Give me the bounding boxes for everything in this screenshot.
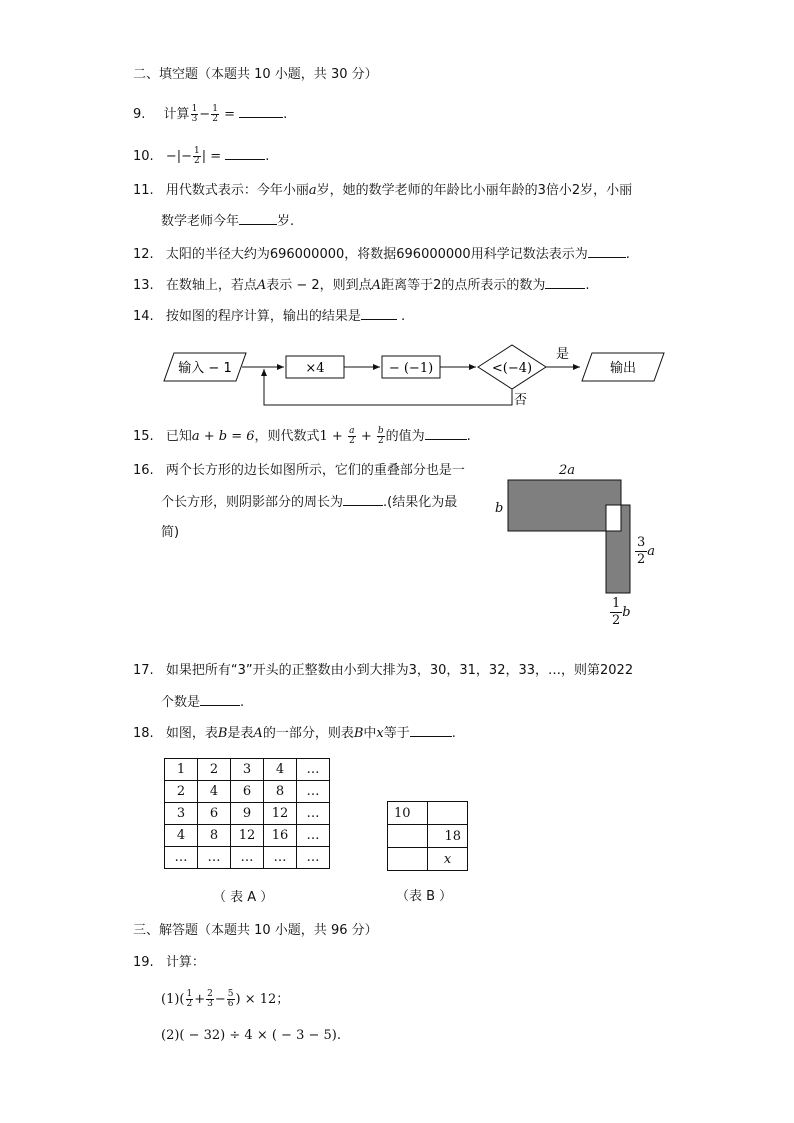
q16-number: 16. (133, 463, 154, 478)
q16-text-2a: 个长方形，则阴影部分的周长为 (161, 495, 344, 510)
table-row: 10 (388, 802, 468, 825)
q18-end: . (451, 726, 456, 741)
q13-answer-blank[interactable] (545, 276, 585, 289)
q16-text-2b: .(结果化为最 (383, 495, 458, 510)
flow-input-label: 输入 − 1 (178, 361, 232, 376)
question-17-line-1 (133, 662, 633, 680)
table-a-caption: （ 表 A ） (213, 890, 274, 905)
question-15 (133, 427, 471, 446)
q15-fraction-a: $\frac{a}{2}$ (348, 426, 355, 446)
q9-minus: − (199, 107, 211, 122)
q18-text-d: 中 (363, 726, 377, 741)
q15-answer-blank[interactable] (425, 427, 467, 440)
flow-yes-label: 是 (556, 347, 570, 362)
q16-text-1: 两个长方形的边长如图所示，它们的重叠部分也是一 (165, 463, 465, 478)
q9-fraction-1: $\frac{1}{3}$ (191, 104, 198, 124)
horizontal-rectangle (508, 480, 621, 531)
q14-end: . (396, 309, 406, 324)
question-10 (133, 147, 269, 166)
q17-text-2: 个数是 (161, 695, 201, 710)
q11-text-b: 岁，她的数学老师的年龄比小丽年龄的3倍小2岁，小丽 (316, 183, 633, 198)
flow-output-label: 输出 (609, 361, 637, 376)
q10-tail: | = (201, 149, 226, 164)
q11-answer-blank[interactable] (239, 212, 277, 225)
q19-fraction-1: $\frac{1}{2}$ (186, 989, 193, 1009)
q12-answer-blank[interactable] (588, 245, 626, 258)
q11-number: 11. (133, 183, 154, 198)
q18-x-var: x (376, 726, 384, 741)
q16-label-3-2-a: $\frac{3}{2}$ a (637, 535, 656, 567)
table-a (164, 758, 330, 869)
table-row: 2 4 6 8 … (165, 781, 330, 803)
q15-number: 15. (133, 429, 154, 444)
question-16-line-1 (133, 462, 465, 480)
question-16-line-2 (161, 493, 457, 512)
table-row: 3 6 9 12 … (165, 803, 330, 825)
table-row: 4 8 12 16 … (165, 825, 330, 847)
q9-fraction-2: $\frac{1}{2}$ (212, 104, 218, 124)
q19-part-1: (1)( $\frac{1}{2}$ + $\frac{2}{3}$ − $\frac{5}{6}$ ) × 12； (161, 989, 290, 1009)
q10-number: 10. (133, 149, 154, 164)
q19-fraction-2: $\frac{2}{3}$ (207, 989, 213, 1009)
q10-fraction: $\frac{1}{2}$ (194, 146, 200, 166)
q13-point-a-2: A (371, 278, 382, 293)
q15-text-c: 的值为 (385, 429, 425, 444)
q13-end: . (585, 278, 590, 293)
q10-lead: −|− (165, 149, 192, 164)
table-b (387, 801, 468, 871)
question-17-line-2 (161, 693, 244, 712)
q13-text-a: 在数轴上，若点 (165, 278, 257, 293)
q18-table-b-ref-2: B (353, 726, 364, 741)
q16-text-3: 简) (161, 525, 180, 540)
q14-number: 14. (133, 309, 154, 324)
q10-end: . (265, 149, 270, 164)
q16-label-2a: 2a (559, 463, 576, 478)
q18-answer-blank[interactable] (410, 724, 452, 737)
question-9 (133, 105, 287, 124)
q9-equals: = (219, 107, 240, 122)
q18-text-e: 等于 (383, 726, 410, 741)
q14-flowchart (160, 340, 670, 410)
question-18 (133, 724, 456, 743)
q16-label-b: b (495, 501, 504, 516)
question-14 (133, 307, 405, 326)
q18-text-a: 如图，表 (165, 726, 218, 741)
q17-number: 17. (133, 663, 154, 678)
q16-answer-blank[interactable] (343, 493, 383, 506)
q11-text-c: 数学老师今年 (161, 214, 240, 229)
q17-end: . (240, 695, 245, 710)
flow-multiply-label: ×4 (305, 361, 325, 376)
q14-text: 按如图的程序计算，输出的结果是 (165, 309, 361, 324)
q13-point-a: A (256, 278, 267, 293)
q11-var: a (308, 183, 317, 198)
q13-text-b: 表示 − 2，则到点 (266, 278, 372, 293)
q10-answer-blank[interactable] (225, 147, 265, 160)
q18-table-b-ref: B (217, 726, 228, 741)
q18-table-a-ref: A (253, 726, 263, 741)
q14-answer-blank[interactable] (361, 307, 397, 320)
section-3-header: 三、解答题（本题共 10 小题，共 96 分） (133, 923, 378, 938)
flow-condition-label: <(−4) (491, 361, 533, 376)
q19-title: 计算： (165, 955, 205, 970)
flow-no-label: 否 (514, 393, 528, 408)
section-2-header: 二、填空题（本题共 10 小题，共 30 分） (133, 67, 378, 82)
q15-expression: a + b = 6 (191, 429, 255, 444)
overlap-rectangle (606, 505, 621, 531)
q9-number: 9. (133, 107, 146, 122)
q17-answer-blank[interactable] (200, 693, 240, 706)
flow-subtract-label: − (−1) (388, 361, 434, 376)
q13-number: 13. (133, 278, 154, 293)
q18-text-b: 是表 (227, 726, 254, 741)
q15-fraction-b: $\frac{b}{2}$ (377, 426, 384, 446)
q13-text-c: 距离等于2的点所表示的数为 (381, 278, 546, 293)
table-row: 18 (388, 825, 468, 848)
q9-end: . (283, 107, 288, 122)
q15-text-a: 已知 (165, 429, 192, 444)
table-row: 1 2 3 4 … (165, 759, 330, 781)
q19-part-2: (2)( − 32) ÷ 4 × ( − 3 − 5). (161, 1028, 341, 1043)
q15-plus: + (356, 429, 376, 444)
q9-prefix: 计算 (163, 107, 190, 122)
q9-answer-blank[interactable] (239, 105, 283, 118)
q15-text-b: ，则代数式 (254, 429, 320, 444)
q18-text-c: 的一部分，则表 (262, 726, 354, 741)
q11-text-a: 用代数式表示：今年小丽 (165, 183, 309, 198)
q12-text: 太阳的半径大约为696000000，将数据696000000用科学记数法表示为 (165, 247, 588, 262)
table-b-caption: （表 B ） (396, 889, 453, 904)
q15-one: 1 + (319, 429, 347, 444)
table-row: … … … … … (165, 847, 330, 869)
table-row: x (388, 848, 468, 871)
question-13 (133, 276, 589, 295)
q18-number: 18. (133, 726, 154, 741)
q16-label-1-2-b: $\frac{1}{2}$ b (612, 596, 631, 628)
question-12 (133, 245, 630, 264)
q12-number: 12. (133, 247, 154, 262)
q11-text-d: 岁. (277, 214, 295, 229)
q19-fraction-3: $\frac{5}{6}$ (227, 989, 234, 1009)
question-11-line-2 (161, 212, 294, 231)
q15-end: . (466, 429, 471, 444)
q12-end: . (625, 247, 630, 262)
q19-number: 19. (133, 955, 154, 970)
q17-text-1: 如果把所有“3”开头的正整数由小到大排为3，30，31，32，33，…，则第2022 (165, 663, 634, 678)
question-11-line-1 (133, 182, 632, 200)
question-19 (133, 954, 205, 972)
